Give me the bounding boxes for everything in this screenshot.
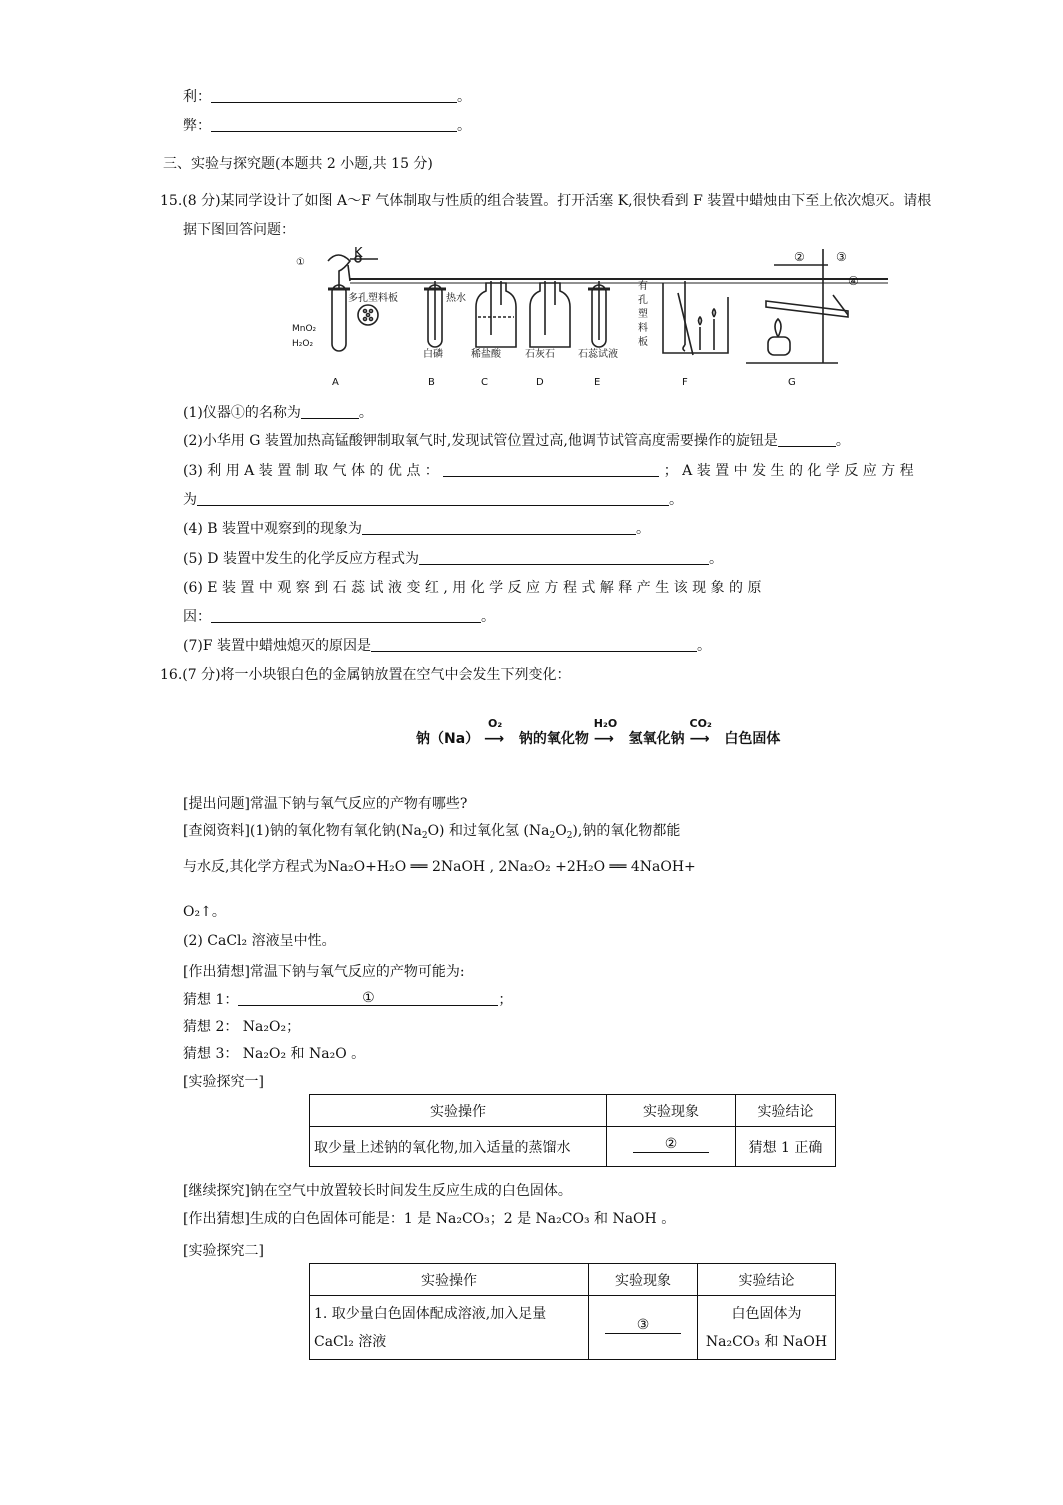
q15-p5: (5) D 装置中发生的化学反应方程式为 。 bbox=[183, 551, 723, 567]
q15-p5-blank[interactable] bbox=[419, 550, 709, 565]
q15-p6-line2: 因： 。 bbox=[183, 609, 495, 625]
table2-op: 1. 取少量白色固体配成溶液,加入足量 CaCl₂ 溶液 bbox=[310, 1296, 589, 1360]
label-porous-plate: 多孔塑料板 bbox=[348, 293, 398, 304]
q16-intro: 16.(7 分)将一小块银白色的金属钠放置在空气中会发生下列变化： bbox=[160, 667, 571, 683]
q15-p3-line2: 为 。 bbox=[183, 492, 683, 508]
q16-continue: [继续探究]钠在空气中放置较长时间发生反应生成的白色固体。 bbox=[183, 1183, 572, 1199]
q16-question: [提出问题]常温下钠与氧气反应的产物有哪些? bbox=[183, 796, 468, 812]
q16-ref3: O₂↑。 bbox=[183, 904, 226, 920]
q15-intro-2: 据下图回答问题： bbox=[183, 222, 295, 238]
apparatus-diagram bbox=[288, 245, 888, 390]
letter-d: D bbox=[536, 377, 544, 388]
label-k: K bbox=[354, 246, 363, 261]
disadvantage-line: 弊： 。 bbox=[183, 118, 471, 134]
svg-text:板: 板 bbox=[638, 337, 648, 348]
label-circle-4: ④ bbox=[848, 274, 859, 288]
advantage-blank[interactable] bbox=[211, 88, 457, 103]
label-circle-2: ② bbox=[794, 250, 805, 264]
arrow-h2o: H₂O ⟶ bbox=[593, 717, 618, 747]
q16-ref4: (2) CaCl₂ 溶液呈中性。 bbox=[183, 933, 336, 949]
q15-p2: (2)小华用 G 装置加热高锰酸钾制取氧气时,发现试管位置过高,他调节试管高度需要操作的旋钮是 。 bbox=[183, 433, 850, 449]
svg-text:料: 料 bbox=[638, 323, 648, 334]
disadvantage-blank[interactable] bbox=[211, 117, 457, 132]
section-title: 三、实验与探究题(本题共 2 小题,共 15 分) bbox=[163, 156, 433, 172]
label-limestone: 石灰石 bbox=[525, 349, 555, 360]
svg-text:孔: 孔 bbox=[638, 295, 648, 306]
letter-a: A bbox=[332, 377, 339, 388]
label-circle-3: ③ bbox=[836, 250, 847, 264]
table2-header-phen: 实验现象 bbox=[589, 1264, 698, 1296]
q16-ref1: [查阅资料](1)钠的氧化物有氧化钠$(Na_2O)$ 和过氧化氢 $(Na_2O_2)$,钠的氧化物都能 bbox=[183, 823, 681, 841]
table2-header-op: 实验操作 bbox=[310, 1264, 589, 1296]
letter-f: F bbox=[682, 377, 688, 388]
label-circle-1: ① bbox=[296, 257, 305, 268]
q16-guess-title: [作出猜想]常温下钠与氧气反应的产物可能为: bbox=[183, 964, 465, 980]
experiment-table-2 bbox=[309, 1263, 836, 1360]
q16-ref2: 与水反,其化学方程式为Na₂O+H₂O ══ 2NaOH , 2Na₂O₂ +2H₂O ══ 4NaOH+ bbox=[183, 859, 696, 875]
q15-p7-blank[interactable] bbox=[371, 637, 697, 652]
table1-phen[interactable]: ② bbox=[607, 1127, 736, 1167]
q15-p2-blank[interactable] bbox=[778, 432, 836, 447]
q15-p4-blank[interactable] bbox=[362, 520, 636, 535]
exp1-title: [实验探究一] bbox=[183, 1074, 264, 1090]
q15-p1-blank[interactable] bbox=[301, 404, 359, 419]
advantage-line: 利： 。 bbox=[183, 89, 471, 105]
label-white-phosphorus: 白磷 bbox=[423, 349, 443, 360]
q15-p4: (4) B 装置中观察到的现象为 。 bbox=[183, 521, 651, 537]
label-mno2: MnO₂ bbox=[292, 324, 317, 334]
exp2-title: [实验探究二] bbox=[183, 1243, 264, 1259]
q15-p3-blank-2[interactable] bbox=[197, 491, 669, 506]
q15-p6-blank[interactable] bbox=[211, 608, 481, 623]
q16-guess2: 猜想 2： Na₂O₂； bbox=[183, 1019, 301, 1035]
label-hot-water: 热水 bbox=[446, 293, 466, 304]
q15-p1: (1)仪器①的名称为 。 bbox=[183, 405, 373, 421]
q15-p3-blank-1[interactable] bbox=[443, 462, 659, 477]
table1-op: 取少量上述钠的氧化物,加入适量的蒸馏水 bbox=[310, 1127, 607, 1167]
table1-header-phen: 实验现象 bbox=[607, 1095, 736, 1127]
arrow-co2: CO₂ ⟶ bbox=[689, 717, 712, 747]
letter-c: C bbox=[481, 377, 488, 388]
svg-text:塑: 塑 bbox=[638, 309, 648, 320]
q15-p7: (7)F 装置中蜡烛熄灭的原因是 。 bbox=[183, 638, 711, 654]
svg-text:有: 有 bbox=[638, 281, 648, 292]
table2-conc: 白色固体为 Na₂CO₃ 和 NaOH bbox=[698, 1296, 836, 1360]
table1-conc: 猜想 1 正确 bbox=[736, 1127, 836, 1167]
q16-guess-b: [作出猜想]生成的白色固体可能是：1 是 Na₂CO₃；2 是 Na₂CO₃ 和 NaOH 。 bbox=[183, 1211, 676, 1227]
letter-g: G bbox=[788, 377, 796, 388]
q16-guess3: 猜想 3： Na₂O₂ 和 Na₂O 。 bbox=[183, 1046, 366, 1062]
table2-header-conc: 实验结论 bbox=[698, 1264, 836, 1296]
guess1-blank[interactable]: ① bbox=[238, 991, 498, 1006]
letter-e: E bbox=[594, 377, 601, 388]
table1-header-op: 实验操作 bbox=[310, 1095, 607, 1127]
table1-header-conc: 实验结论 bbox=[736, 1095, 836, 1127]
q15-intro: 15.(8 分)某同学设计了如图 A～F 气体制取与性质的组合装置。打开活塞 K,很快看到 F 装置中蜡烛由下至上依次熄灭。请根 bbox=[160, 193, 932, 209]
letter-b: B bbox=[428, 377, 435, 388]
reaction-flow: 钠（Na） O₂ ⟶ 钠的氧化物 H₂O ⟶ 氢氧化钠 CO₂ ⟶ 白色固体 bbox=[416, 717, 781, 747]
table2-phen[interactable]: ③ bbox=[589, 1296, 698, 1360]
label-h2o2: H₂O₂ bbox=[292, 339, 314, 349]
label-dilute-hcl: 稀盐酸 bbox=[471, 349, 501, 360]
q15-p3: (3) 利 用 A 装 置 制 取 气 体 的 优 点 ： ； A 装 置 中 发 生 的 化 学 反 应 方 程 bbox=[183, 463, 914, 479]
arrow-o2: O₂ ⟶ bbox=[484, 717, 505, 747]
q15-p6: (6) E 装 置 中 观 察 到 石 蕊 试 液 变 红 , 用 化 学 反 应 方 程 式 解 释 产 生 该 现 象 的 原 bbox=[183, 580, 762, 596]
experiment-table-1 bbox=[309, 1094, 836, 1167]
label-litmus: 石蕊试液 bbox=[578, 349, 618, 360]
q16-guess1: 猜想 1： ① ； bbox=[183, 990, 513, 1008]
